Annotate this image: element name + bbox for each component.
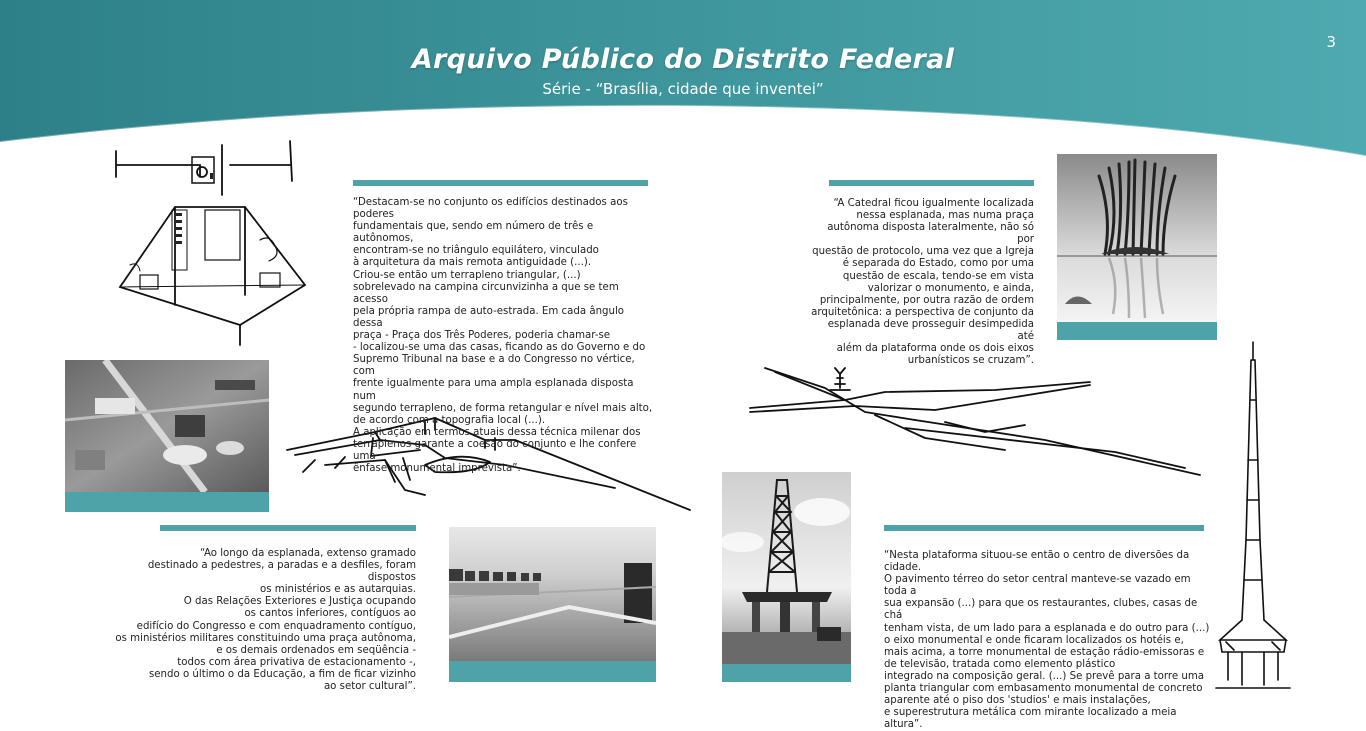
photo-caption-band (722, 664, 851, 682)
page-title: Arquivo Público do Distrito Federal (411, 44, 955, 75)
quote-bar-praca (353, 180, 648, 186)
quote-catedral: “A Catedral ficou igualmente localizada nessa esplanada, mas numa praça autônoma disposta lateralmente, não só por questão de protocolo, uma vez que a Igreja é separada do Estado, como por uma questão de escala, tendo-se em vista valorizar o monumento, e ainda, principalmente, por outra razão de ordem arquitetônica: a perspectiva de conjunto da esplanada deve prosseguir desimpedida até além da plataforma onde os dois eixos urbanísticos se cruzam”. (811, 198, 1034, 367)
esplanada-construction-photo (449, 527, 656, 661)
aerial-construction-photo (65, 360, 269, 492)
quote-bar-esplanada (160, 525, 416, 531)
page-number: 3 (1326, 33, 1336, 51)
photo-caption-band (1057, 322, 1217, 340)
quote-praca-tres-poderes: “Destacam-se no conjunto os edifícios destinados aos poderes fundamentais que, sendo em número de três e autônomos, encontram-se no triângulo equilátero, vinculado à arquitetura da mais remota antiguidade (...). Criou-se então um terrapleno triangular, (...) sobrelevado na campina circunvizinha a que se tem acesso pela própria rampa de auto-estrada. Em cada ângulo dessa praça - Praça dos Três Poderes, poderia chamar-se - localizou-se uma das casas, ficando as do Governo e do Supremo Tribunal na base e a do Congresso no vértice, com frente igualmente para uma ampla esplanada disposta num segundo terrapleno, de forma retangular e nível mais alto, de acordo com a topografia local (...). A aplicação em termos atuais dessa técnica milenar dos terraplenos garante a coesão do conjunto e lhe confere uma ênfase monumental imprevista”. (353, 197, 653, 475)
photo-caption-band (449, 661, 656, 682)
axis-crossing-sketch (745, 360, 1210, 480)
photo-caption-band (65, 492, 269, 512)
quote-bar-catedral (829, 180, 1034, 186)
quote-esplanada: “Ao longo da esplanada, extenso gramado destinado a pedestres, a paradas e a desfiles, foram dispostos os ministérios e as autarquias. O das Relações Exteriores e Justiça ocupando os cantos inferiores, contíguos ao edifício do Congresso e com enquadramento contíguo, os ministérios militares constituindo uma praça autônoma, e os demais ordenados em seqüência - todos com área privativa de estacionamento -, sendo o último o da Educação, a fim de ficar vizinho ao setor cultural”. (115, 548, 416, 693)
quote-bar-plataforma (884, 525, 1204, 531)
tv-tower-sketch (1212, 340, 1294, 695)
page-subtitle: Série - “Brasília, cidade que inventei” (542, 80, 824, 98)
cathedral-photo (1057, 154, 1217, 322)
quote-plataforma: “Nesta plataforma situou-se então o centro de diversões da cidade. O pavimento térreo do setor central manteve-se vazado em toda a sua expansão (...) para que os restaurantes, clubes, casas de chá tenham vista, de um lado para a esplanada e do outro para (...) o eixo monumental e onde ficaram localizados os hotéis e, mais acima, a torre monumental de estação rádio-emissoras e de televisão, tratada como elemento plástico integrado na composição geral. (...) Se prevê para a torre uma planta triangular com embasamento monumental de concreto aparente até o piso dos 'studios' e mais instalações, e superestrutura metálica com mirante localizado a meia altura”. (884, 550, 1210, 731)
tv-tower-construction-photo (722, 472, 851, 664)
praca-tres-poderes-plan-sketch (110, 135, 310, 350)
